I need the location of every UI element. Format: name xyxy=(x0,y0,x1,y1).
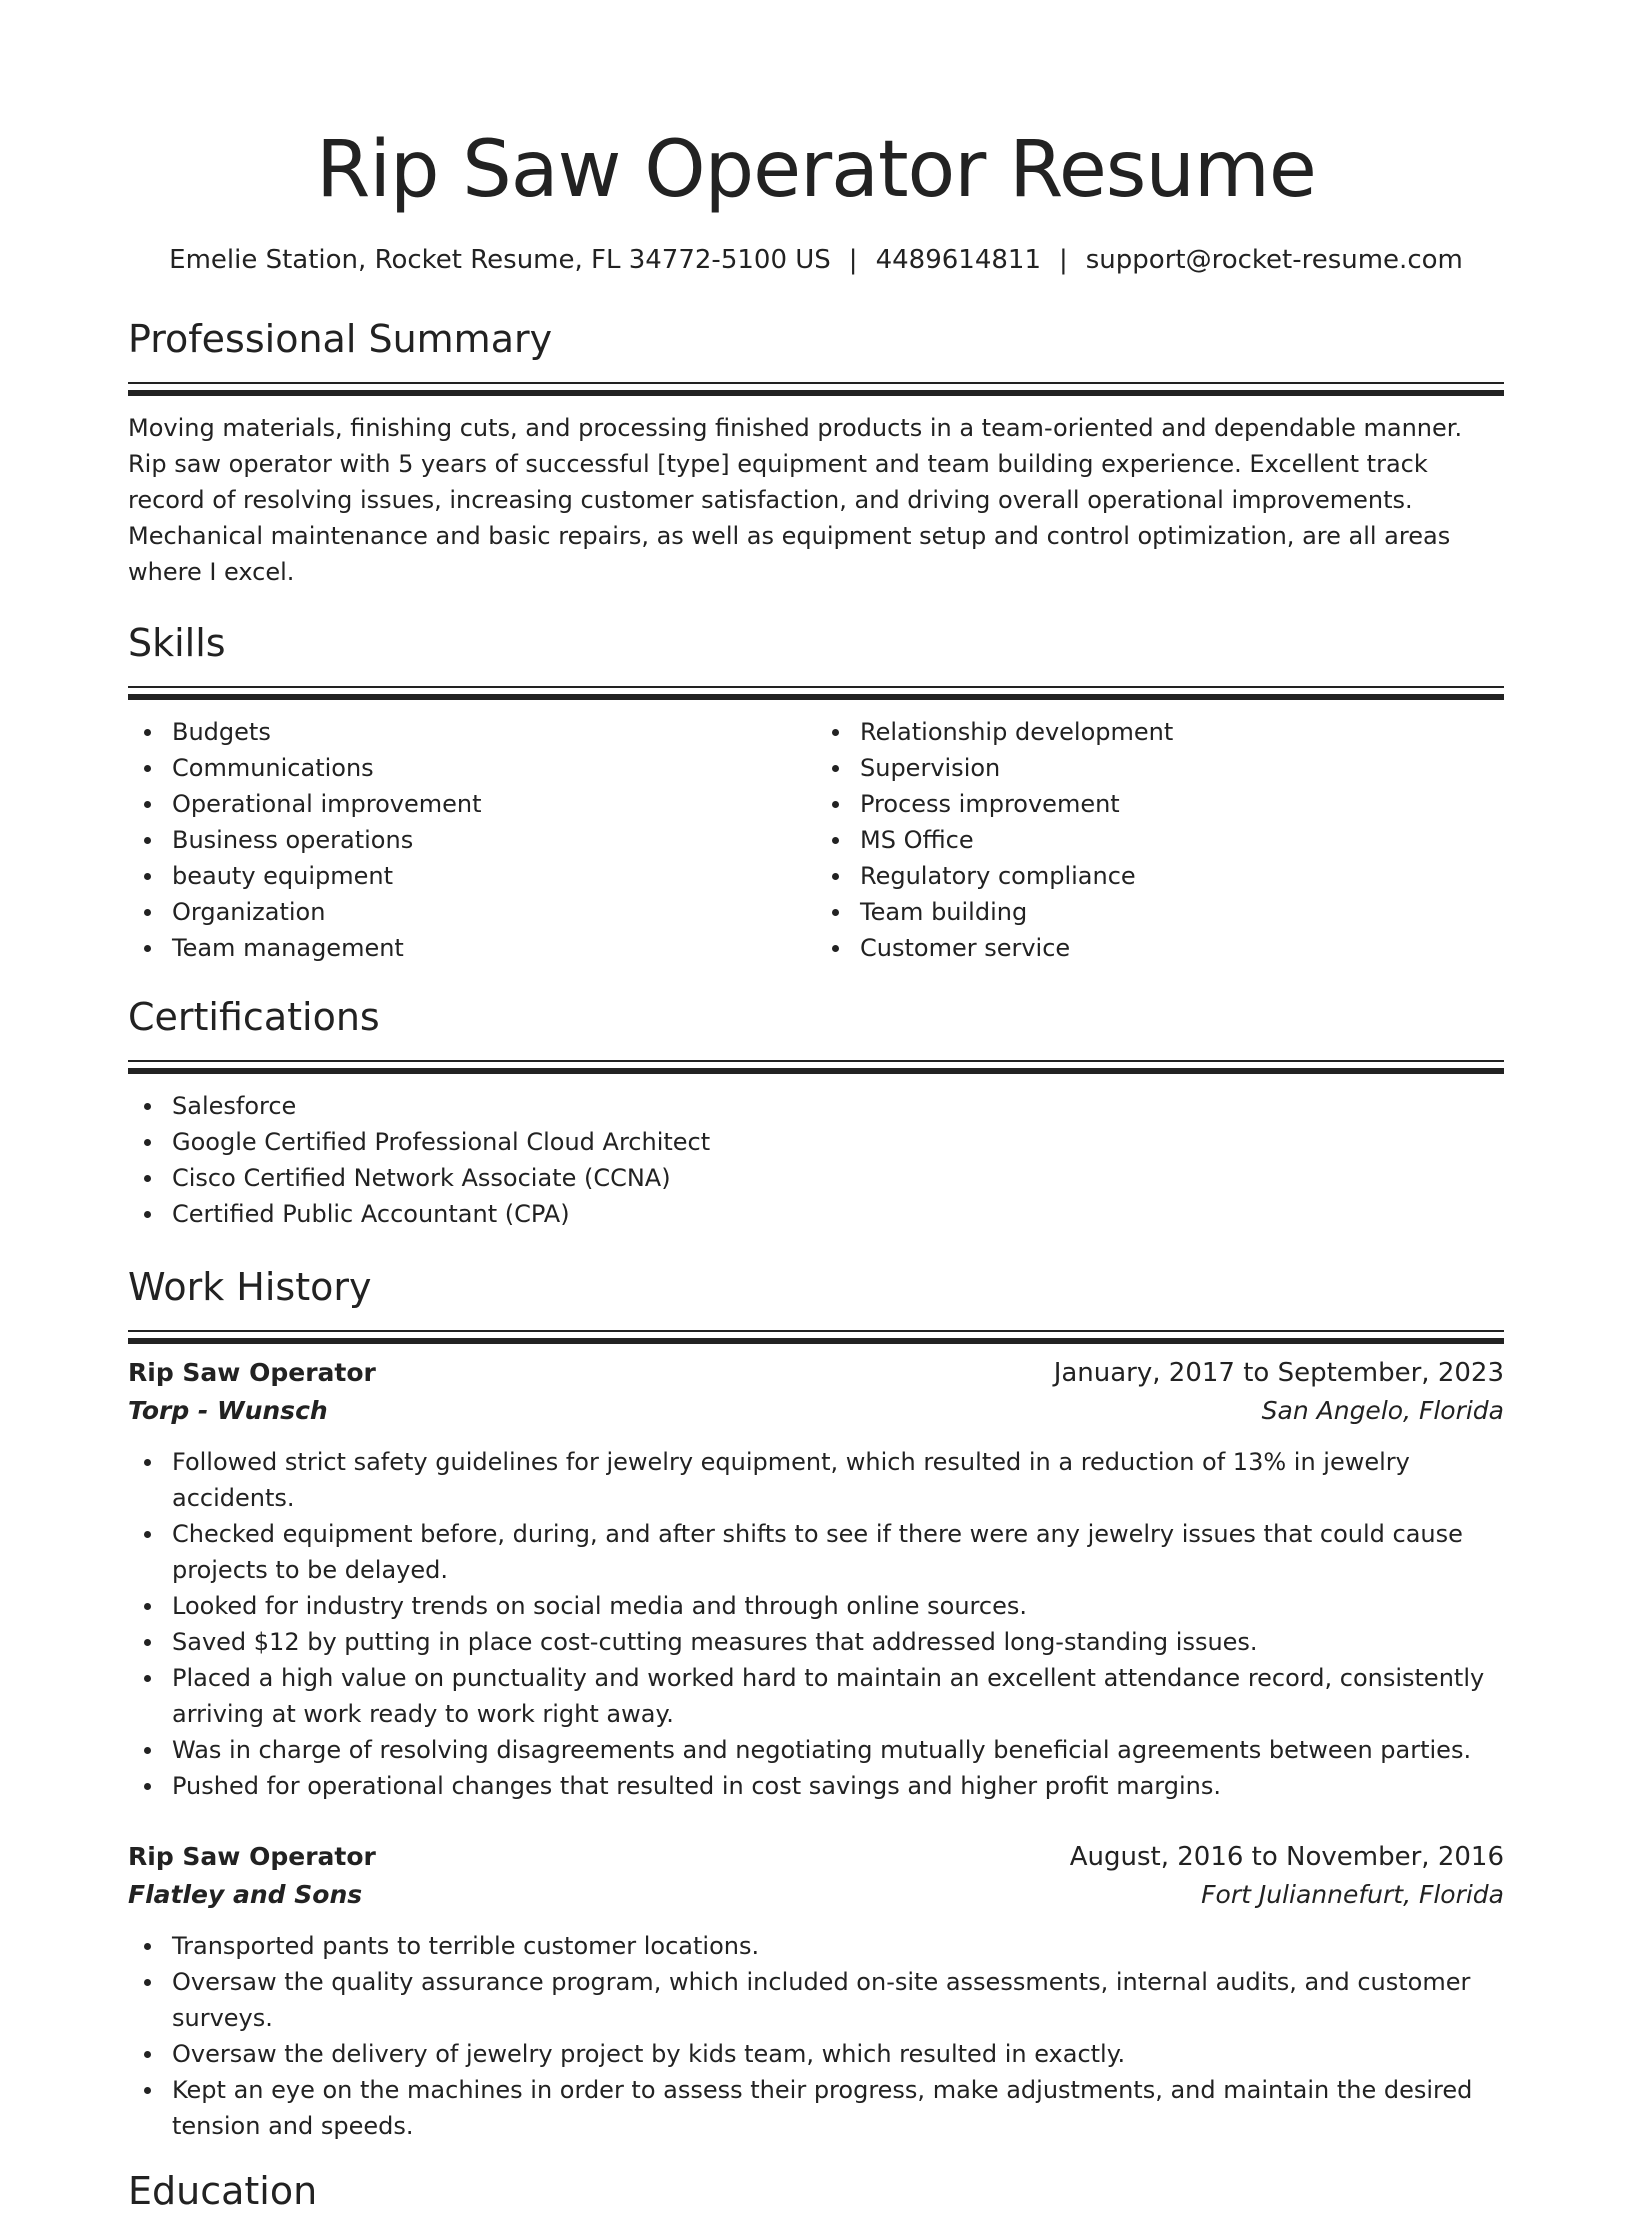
certification-item: Google Certified Professional Cloud Architect xyxy=(172,1124,1504,1160)
certification-item: Certified Public Accountant (CPA) xyxy=(172,1196,1504,1232)
section-divider xyxy=(128,1330,1504,1344)
section-divider xyxy=(128,1060,1504,1074)
contact-email[interactable]: support@rocket-resume.com xyxy=(1085,245,1463,275)
job-entry xyxy=(128,1838,1504,2144)
skill-item: Relationship development xyxy=(860,714,1504,750)
job-bullet: Oversaw the delivery of jewelry project by kids team, which resulted in exactly. xyxy=(172,2036,1504,2072)
skill-item: Regulatory compliance xyxy=(860,858,1504,894)
certification-item: Salesforce xyxy=(172,1088,1504,1124)
contact-phone: 4489614811 xyxy=(875,245,1041,275)
section-heading-education: Education xyxy=(128,2169,318,2213)
job-bullet: Placed a high value on punctuality and worked hard to maintain an excellent attendance record, consistently arriving at work ready to work right away. xyxy=(172,1660,1504,1732)
section-divider xyxy=(128,382,1504,396)
job-bullet: Oversaw the quality assurance program, which included on-site assessments, internal audits, and customer surveys. xyxy=(172,1964,1504,2036)
certifications-section xyxy=(128,992,1504,1232)
job-title: Rip Saw Operator xyxy=(128,1842,376,1871)
skill-item: Team building xyxy=(860,894,1504,930)
skill-item: Process improvement xyxy=(860,786,1504,822)
work-history-section xyxy=(128,1262,1504,2144)
section-divider xyxy=(128,686,1504,700)
job-bullet: Was in charge of resolving disagreements and negotiating mutually beneficial agreements between parties. xyxy=(172,1732,1504,1768)
job-location: San Angelo, Florida xyxy=(1261,1396,1504,1425)
section-heading-skills: Skills xyxy=(128,621,226,665)
job-bullet: Kept an eye on the machines in order to assess their progress, make adjustments, and maintain the desired tension and speeds. xyxy=(172,2072,1504,2144)
contact-separator: | xyxy=(1058,245,1068,275)
contact-address: Emelie Station, Rocket Resume, FL 34772-5100 US xyxy=(169,245,831,275)
skills-list-right xyxy=(816,714,1504,966)
section-heading-certifications: Certifications xyxy=(128,995,380,1039)
job-bullet: Checked equipment before, during, and after shifts to see if there were any jewelry issues that could cause projects to be delayed. xyxy=(172,1516,1504,1588)
skills-grid xyxy=(128,714,1504,966)
job-bullet: Followed strict safety guidelines for jewelry equipment, which resulted in a reduction of 13% in jewelry accidents. xyxy=(172,1444,1504,1516)
skill-item: MS Office xyxy=(860,822,1504,858)
job-bullets xyxy=(128,1444,1504,1804)
skills-section xyxy=(128,618,1504,966)
job-title: Rip Saw Operator xyxy=(128,1358,376,1387)
page-title: Rip Saw Operator Resume xyxy=(316,125,1316,215)
contact-line xyxy=(128,242,1504,278)
skill-item: Operational improvement xyxy=(172,786,816,822)
summary-text: Moving materials, finishing cuts, and processing finished products in a team-oriented and dependable manner. Rip saw operator with 5 years of successful [type] equipment and team building experience. Excellent track record of resolving issues, increasing customer satisfaction, and driving overall operational improvements. Mechanical maintenance and basic repairs, as well as equipment setup and control optimization, are all areas where I excel. xyxy=(128,414,1463,586)
contact-separator: | xyxy=(848,245,858,275)
section-heading-summary: Professional Summary xyxy=(128,317,553,361)
skill-item: Supervision xyxy=(860,750,1504,786)
skill-item: Budgets xyxy=(172,714,816,750)
job-dates: January, 2017 to September, 2023 xyxy=(1053,1358,1504,1388)
job-company: Torp - Wunsch xyxy=(128,1396,328,1425)
job-dates: August, 2016 to November, 2016 xyxy=(1069,1842,1504,1872)
skill-item: Organization xyxy=(172,894,816,930)
skill-item: Team management xyxy=(172,930,816,966)
skill-item: Communications xyxy=(172,750,816,786)
education-section xyxy=(128,2166,1504,2216)
job-company: Flatley and Sons xyxy=(128,1880,363,1909)
skill-item: Customer service xyxy=(860,930,1504,966)
section-heading-work-history: Work History xyxy=(128,1265,372,1309)
job-bullet: Looked for industry trends on social media and through online sources. xyxy=(172,1588,1504,1624)
job-bullet: Pushed for operational changes that resulted in cost savings and higher profit margins. xyxy=(172,1768,1504,1804)
job-location: Fort Juliannefurt, Florida xyxy=(1201,1880,1504,1909)
skill-item: Business operations xyxy=(172,822,816,858)
summary-section xyxy=(128,314,1504,590)
skills-list-left xyxy=(128,714,816,966)
job-entry xyxy=(128,1354,1504,1804)
certifications-list xyxy=(128,1088,1504,1232)
job-bullet: Transported pants to terrible customer locations. xyxy=(172,1928,1504,1964)
skill-item: beauty equipment xyxy=(172,858,816,894)
certification-item: Cisco Certified Network Associate (CCNA) xyxy=(172,1160,1504,1196)
job-bullet: Saved $12 by putting in place cost-cutting measures that addressed long-standing issues. xyxy=(172,1624,1504,1660)
